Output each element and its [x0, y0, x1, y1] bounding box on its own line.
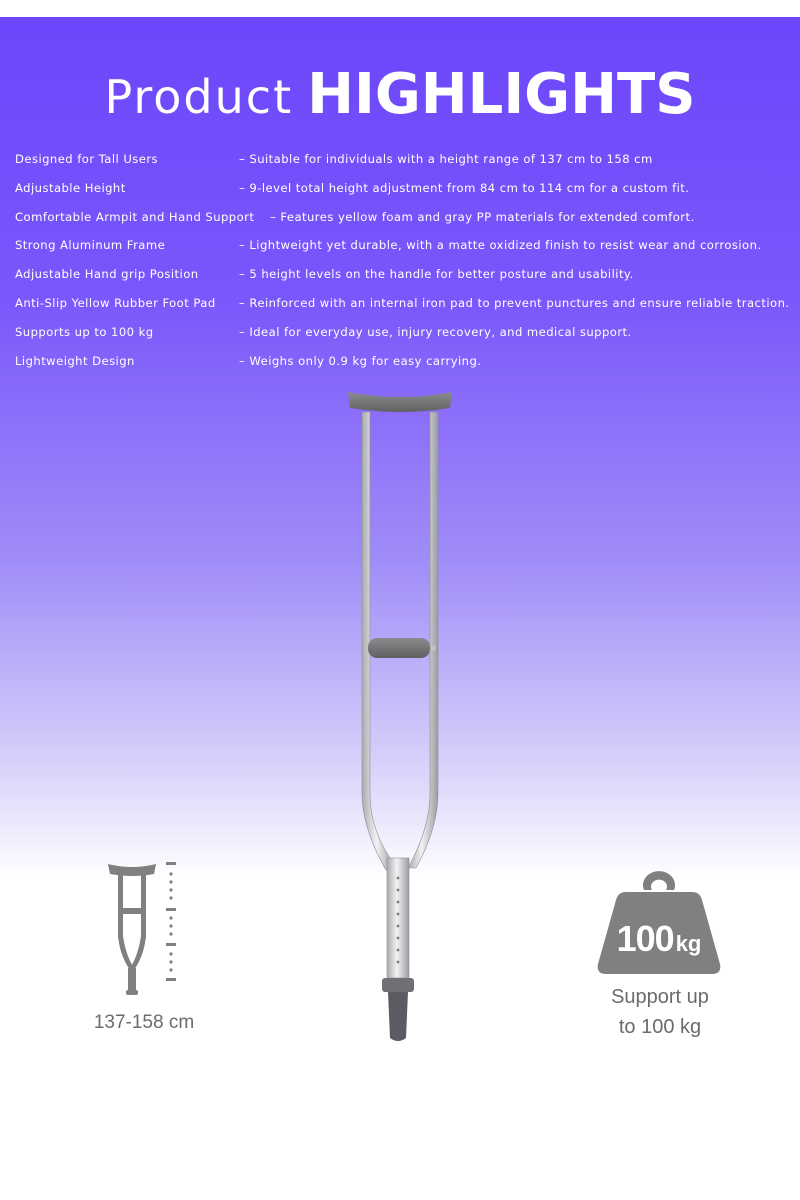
feature-list — [15, 148, 800, 378]
feature-desc: – Suitable for individuals with a height range of 137 cm to 158 cm — [239, 152, 653, 166]
feature-row — [15, 350, 800, 379]
feature-desc: – 5 height levels on the handle for better posture and usability. — [239, 267, 634, 282]
feature-row — [15, 321, 800, 350]
feature-label: Comfortable Armpit and Hand Support — [15, 209, 255, 224]
grip-bolt — [430, 645, 436, 651]
feature-desc: – Weighs only 0.9 kg for easy carrying. — [239, 353, 482, 368]
weight-caption — [580, 982, 740, 1042]
feature-desc: – Reinforced with an internal iron pad to prevent punctures and ensure reliable traction. — [239, 295, 790, 310]
weight-value: 100 — [616, 918, 674, 959]
feature-desc: – 9-level total height adjustment from 84 cm to 114 cm for a custom fit. — [239, 180, 690, 195]
title-light: Product — [104, 70, 294, 124]
feature-desc: – Ideal for everyday use, injury recovery, and medical support. — [239, 324, 632, 339]
title-bold: HIGHLIGHTS — [307, 62, 696, 127]
hand-grip — [368, 638, 430, 658]
feature-label: Lightweight Design — [15, 353, 135, 368]
feature-row — [15, 206, 800, 235]
extension-tube — [387, 858, 409, 978]
top-band — [0, 0, 800, 17]
feature-label: Strong Aluminum Frame — [15, 238, 166, 253]
crutch-product-image — [340, 388, 460, 1058]
feature-label: Supports up to 100 kg — [15, 324, 154, 339]
feature-row — [15, 148, 800, 177]
rubber-foot-tip — [388, 992, 408, 1041]
feature-row — [15, 177, 800, 206]
weight-caption-line1: Support up — [611, 986, 709, 1008]
weight-number — [596, 918, 722, 960]
weight-unit: kg — [675, 931, 702, 956]
feature-desc: – Features yellow foam and gray PP materials for extended comfort. — [270, 209, 695, 224]
feature-desc: – Lightweight yet durable, with a matte oxidized finish to resist wear and corrosion. — [239, 238, 762, 253]
feature-label: Adjustable Height — [15, 180, 126, 195]
feature-label: Adjustable Hand grip Position — [15, 267, 199, 282]
weight-caption-line2: to 100 kg — [618, 1016, 702, 1038]
armpit-pad — [348, 392, 452, 412]
feature-label: Designed for Tall Users — [15, 152, 159, 166]
feature-label: Anti-Slip Yellow Rubber Foot Pad — [15, 295, 216, 310]
height-caption: 137-158 cm — [93, 1012, 195, 1033]
feature-row — [15, 292, 800, 321]
feature-row — [15, 263, 800, 292]
page-title — [0, 62, 800, 127]
feature-row — [15, 234, 800, 263]
foot-collar — [382, 978, 414, 992]
crutch-height-icon — [104, 858, 188, 1000]
